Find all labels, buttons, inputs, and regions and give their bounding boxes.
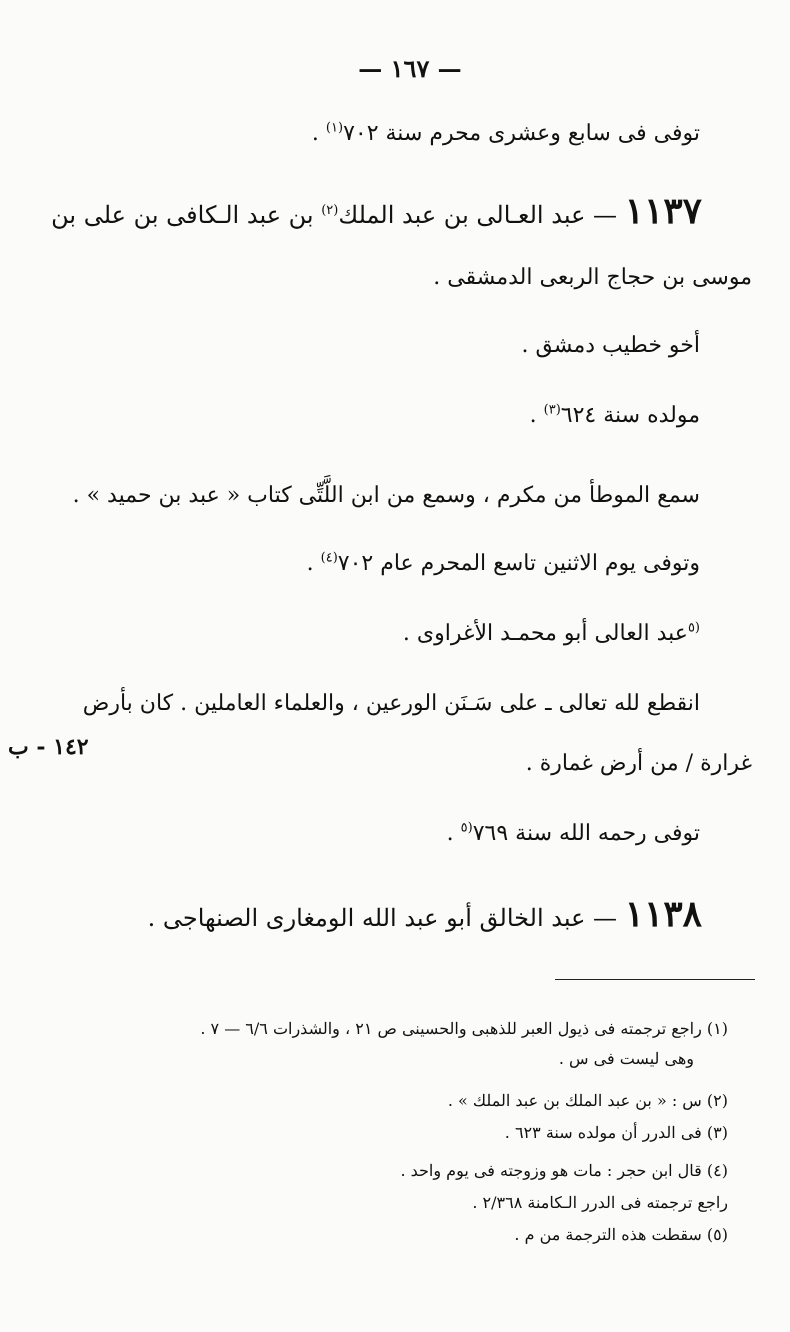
- line-7-end: .: [306, 551, 321, 576]
- text-line-3: موسى بن حجاج الربعى الدمشقى .: [433, 265, 752, 290]
- text-line-5: [530, 400, 700, 432]
- footnote-ref-5b: (٥: [460, 820, 473, 836]
- footnote-ref-5a: (٥: [687, 620, 700, 636]
- margin-folio-note: ١٤٢ - ب: [8, 734, 89, 760]
- footnote-2: (٢) س : « بن عبد الملك بن عبد الملك » .: [447, 1091, 728, 1110]
- footnote-ref-4: (٤): [320, 550, 338, 566]
- text-line-7: [307, 548, 700, 580]
- page-number: — ١٦٧ —: [358, 54, 462, 83]
- line-11-end: .: [446, 821, 461, 846]
- footnote-ref-1: (١): [325, 120, 344, 136]
- footnote-1: (١) راجع ترجمته فى ذيول العبر للذهبى والحسينى ص ٢١ ، والشذرات ٦/٦ — ٧ .: [200, 1019, 728, 1038]
- entry-number-1137: ١١٣٧: [624, 190, 702, 232]
- footnote-5: (٥) سقطت هذه الترجمة من م .: [514, 1225, 728, 1244]
- entry-1137-name-a: — عبد العـالى بن عبد الملك: [338, 201, 625, 229]
- line-5-end: .: [529, 403, 544, 428]
- entry-1137-heading: [51, 190, 702, 232]
- entry-1138-heading: [147, 893, 702, 935]
- text-line-10: غرارة / من أرض غمارة .: [525, 751, 752, 776]
- footnote-4-cont: راجع ترجمته فى الدرر الـكامنة ٢/٣٦٨ .: [472, 1193, 728, 1212]
- text-line-11: [447, 818, 700, 850]
- line-7-text: وتوفى يوم الاثنين تاسع المحرم عام ٧٠٢: [337, 551, 700, 576]
- line-5-text: مولده سنة ٦٢٤: [560, 403, 700, 428]
- line-11-text: توفى رحمه الله سنة ٧٦٩: [472, 821, 700, 846]
- footnote-separator: [555, 979, 755, 980]
- text-line-8: [403, 618, 700, 650]
- footnote-4: (٤) قال ابن حجر : مات هو وزوجته فى يوم واحد .: [400, 1161, 728, 1180]
- text-line-4: أخو خطيب دمشق .: [521, 333, 700, 358]
- line-8-text: عبد العالى أبو محمـد الأغراوى .: [402, 621, 688, 646]
- text-line-1: [312, 118, 700, 150]
- footnote-ref-2: (٢): [321, 203, 339, 218]
- line-1-end: .: [311, 121, 326, 146]
- footnote-ref-3: (٣): [543, 402, 561, 418]
- text-line-6: سمع الموطأ من مكرم ، وسمع من ابن اللَّتِّى كتاب « عبد بن حميد » .: [72, 483, 700, 508]
- footnote-3: (٣) فى الدرر أن مولده سنة ٦٢٣ .: [504, 1123, 728, 1142]
- entry-number-1138: ١١٣٨: [624, 893, 702, 935]
- entry-1137-name-b: بن عبد الـكافى بن على بن: [51, 201, 322, 229]
- footnote-1-cont: وهى ليست فى س .: [558, 1049, 694, 1068]
- text-line-9: انقطع لله تعالى ـ على سَـنَن الورعين ، والعلماء العاملين . كان بأرض: [82, 691, 700, 716]
- line-1-text: توفى فى سابع وعشرى محرم سنة ٧٠٢: [343, 121, 700, 146]
- entry-1138-name: — عبد الخالق أبو عبد الله الومغارى الصنهاجى .: [147, 904, 625, 932]
